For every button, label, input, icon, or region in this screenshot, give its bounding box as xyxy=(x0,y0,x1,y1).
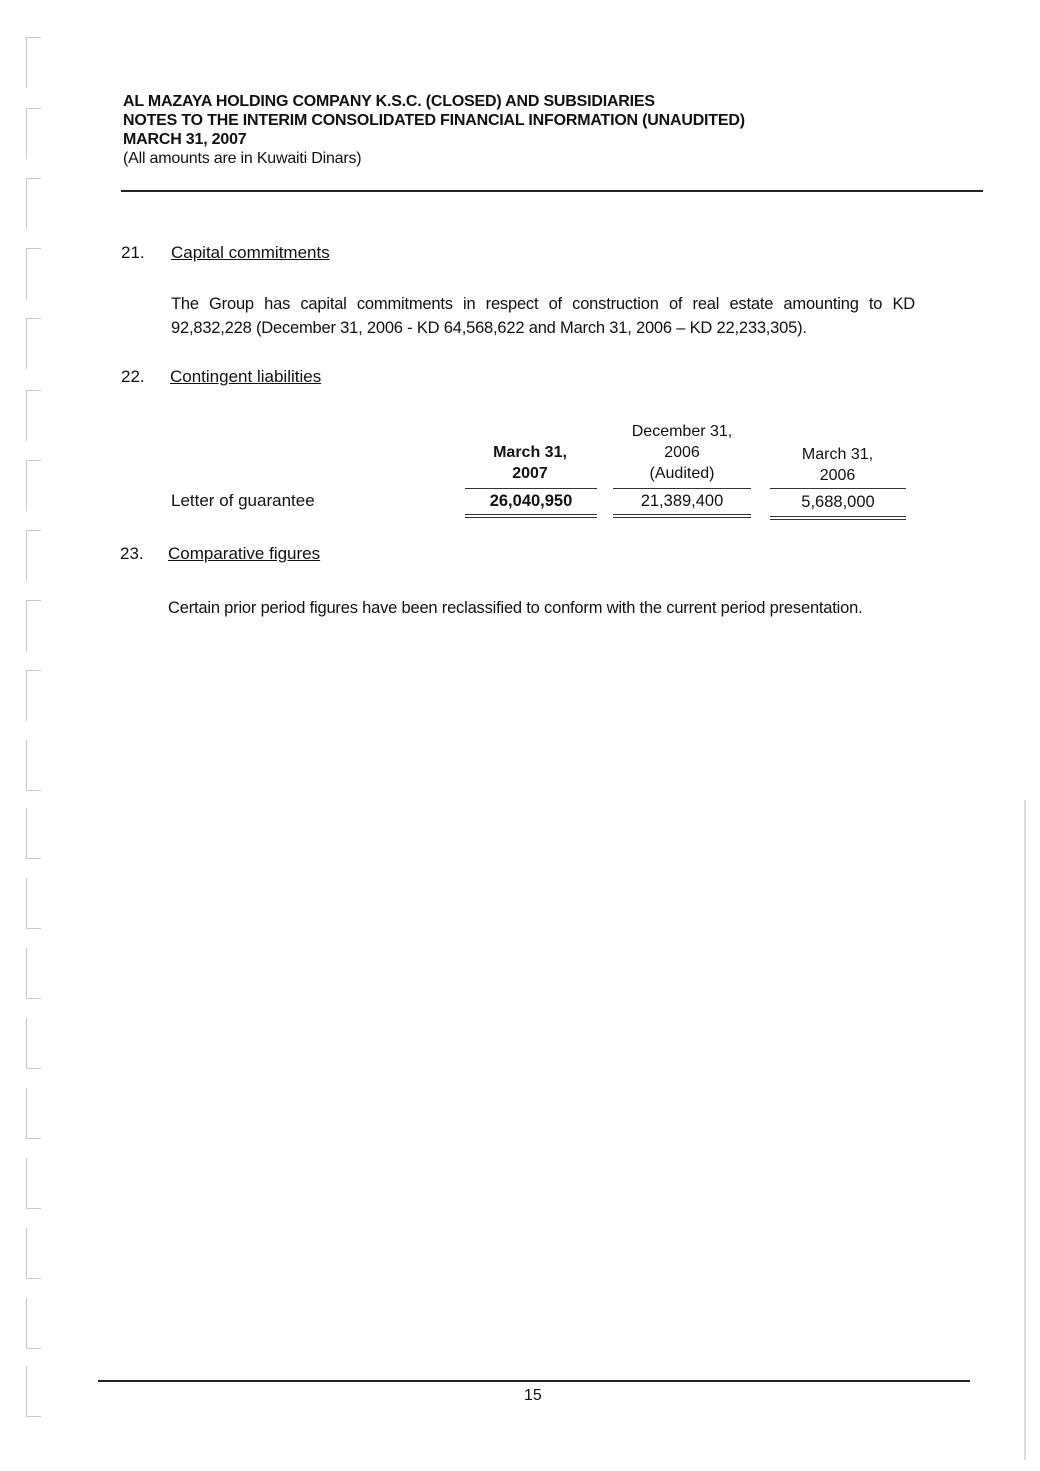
note-23-title: Comparative figures xyxy=(168,544,321,563)
note-23-text: Certain prior period figures have been reclassified to conform with the current period presentation. xyxy=(168,599,863,617)
currency-note: (All amounts are in Kuwaiti Dinars) xyxy=(123,150,362,167)
column-header-line: 2006 xyxy=(819,467,856,484)
page-number: 15 xyxy=(524,1387,542,1404)
double-underline xyxy=(613,514,751,515)
footer-rule xyxy=(98,1380,970,1382)
page-edge-shadow xyxy=(1024,800,1026,1460)
double-underline xyxy=(770,519,906,520)
note-21-number: 21. xyxy=(121,243,145,262)
double-underline xyxy=(465,517,597,518)
value-march-2006: 5,688,000 xyxy=(801,493,875,511)
header-rule xyxy=(121,190,983,192)
note-21-title: Capital commitments xyxy=(171,243,330,262)
binder-mark xyxy=(26,178,41,229)
note-21-text: The Group has capital commitments in respect of construction of real estate amounting to KD 92,832,228 (December 31, 2006 - KD 64,568,622 and March 31, 2006 – KD 22,233,305). xyxy=(171,295,915,337)
column-header-line: 2007 xyxy=(512,465,548,482)
binder-mark xyxy=(26,108,41,159)
double-underline xyxy=(613,517,751,518)
binder-mark xyxy=(26,318,41,369)
header-underline xyxy=(465,488,597,489)
column-header-line: December 31, xyxy=(631,423,733,440)
column-header-line: March 31, xyxy=(801,446,874,463)
binder-mark xyxy=(26,530,41,581)
value-december-2006: 21,389,400 xyxy=(640,492,724,510)
binder-mark xyxy=(26,1088,41,1139)
binder-mark xyxy=(26,600,41,651)
binder-mark xyxy=(26,460,41,511)
binder-mark xyxy=(26,670,41,721)
column-header-march-2006 xyxy=(770,444,905,486)
binder-mark xyxy=(26,808,41,859)
column-header-line: (Audited) xyxy=(649,465,715,482)
header-underline xyxy=(770,488,906,489)
binder-mark xyxy=(26,37,41,88)
column-header-line: March 31, xyxy=(493,444,567,461)
binder-mark xyxy=(26,1158,41,1209)
note-22-number: 22. xyxy=(121,367,145,386)
header-underline xyxy=(613,488,751,489)
value-march-2007: 26,040,950 xyxy=(489,492,573,510)
double-underline xyxy=(770,516,906,517)
double-underline xyxy=(465,514,597,515)
column-header-line: 2006 xyxy=(664,444,700,461)
binder-mark xyxy=(26,1018,41,1069)
binder-mark xyxy=(26,948,41,999)
company-name: AL MAZAYA HOLDING COMPANY K.S.C. (CLOSED) AND SUBSIDIARIES xyxy=(123,93,655,110)
binder-mark xyxy=(26,878,41,929)
document-title: NOTES TO THE INTERIM CONSOLIDATED FINANCIAL INFORMATION (UNAUDITED) xyxy=(123,112,745,129)
document-date: MARCH 31, 2007 xyxy=(123,131,247,148)
binder-mark xyxy=(26,1298,41,1349)
binder-mark xyxy=(26,1228,41,1279)
column-header-december-2006 xyxy=(612,421,752,484)
binder-mark xyxy=(26,1366,41,1417)
note-23-number: 23. xyxy=(120,544,144,563)
binder-mark xyxy=(26,390,41,441)
column-header-march-2007 xyxy=(465,442,595,484)
note-22-title: Contingent liabilities xyxy=(170,367,322,386)
row-label-letter-of-guarantee: Letter of guarantee xyxy=(171,491,315,510)
binder-mark xyxy=(26,248,41,299)
binder-mark xyxy=(26,740,41,791)
document-header xyxy=(123,92,745,168)
